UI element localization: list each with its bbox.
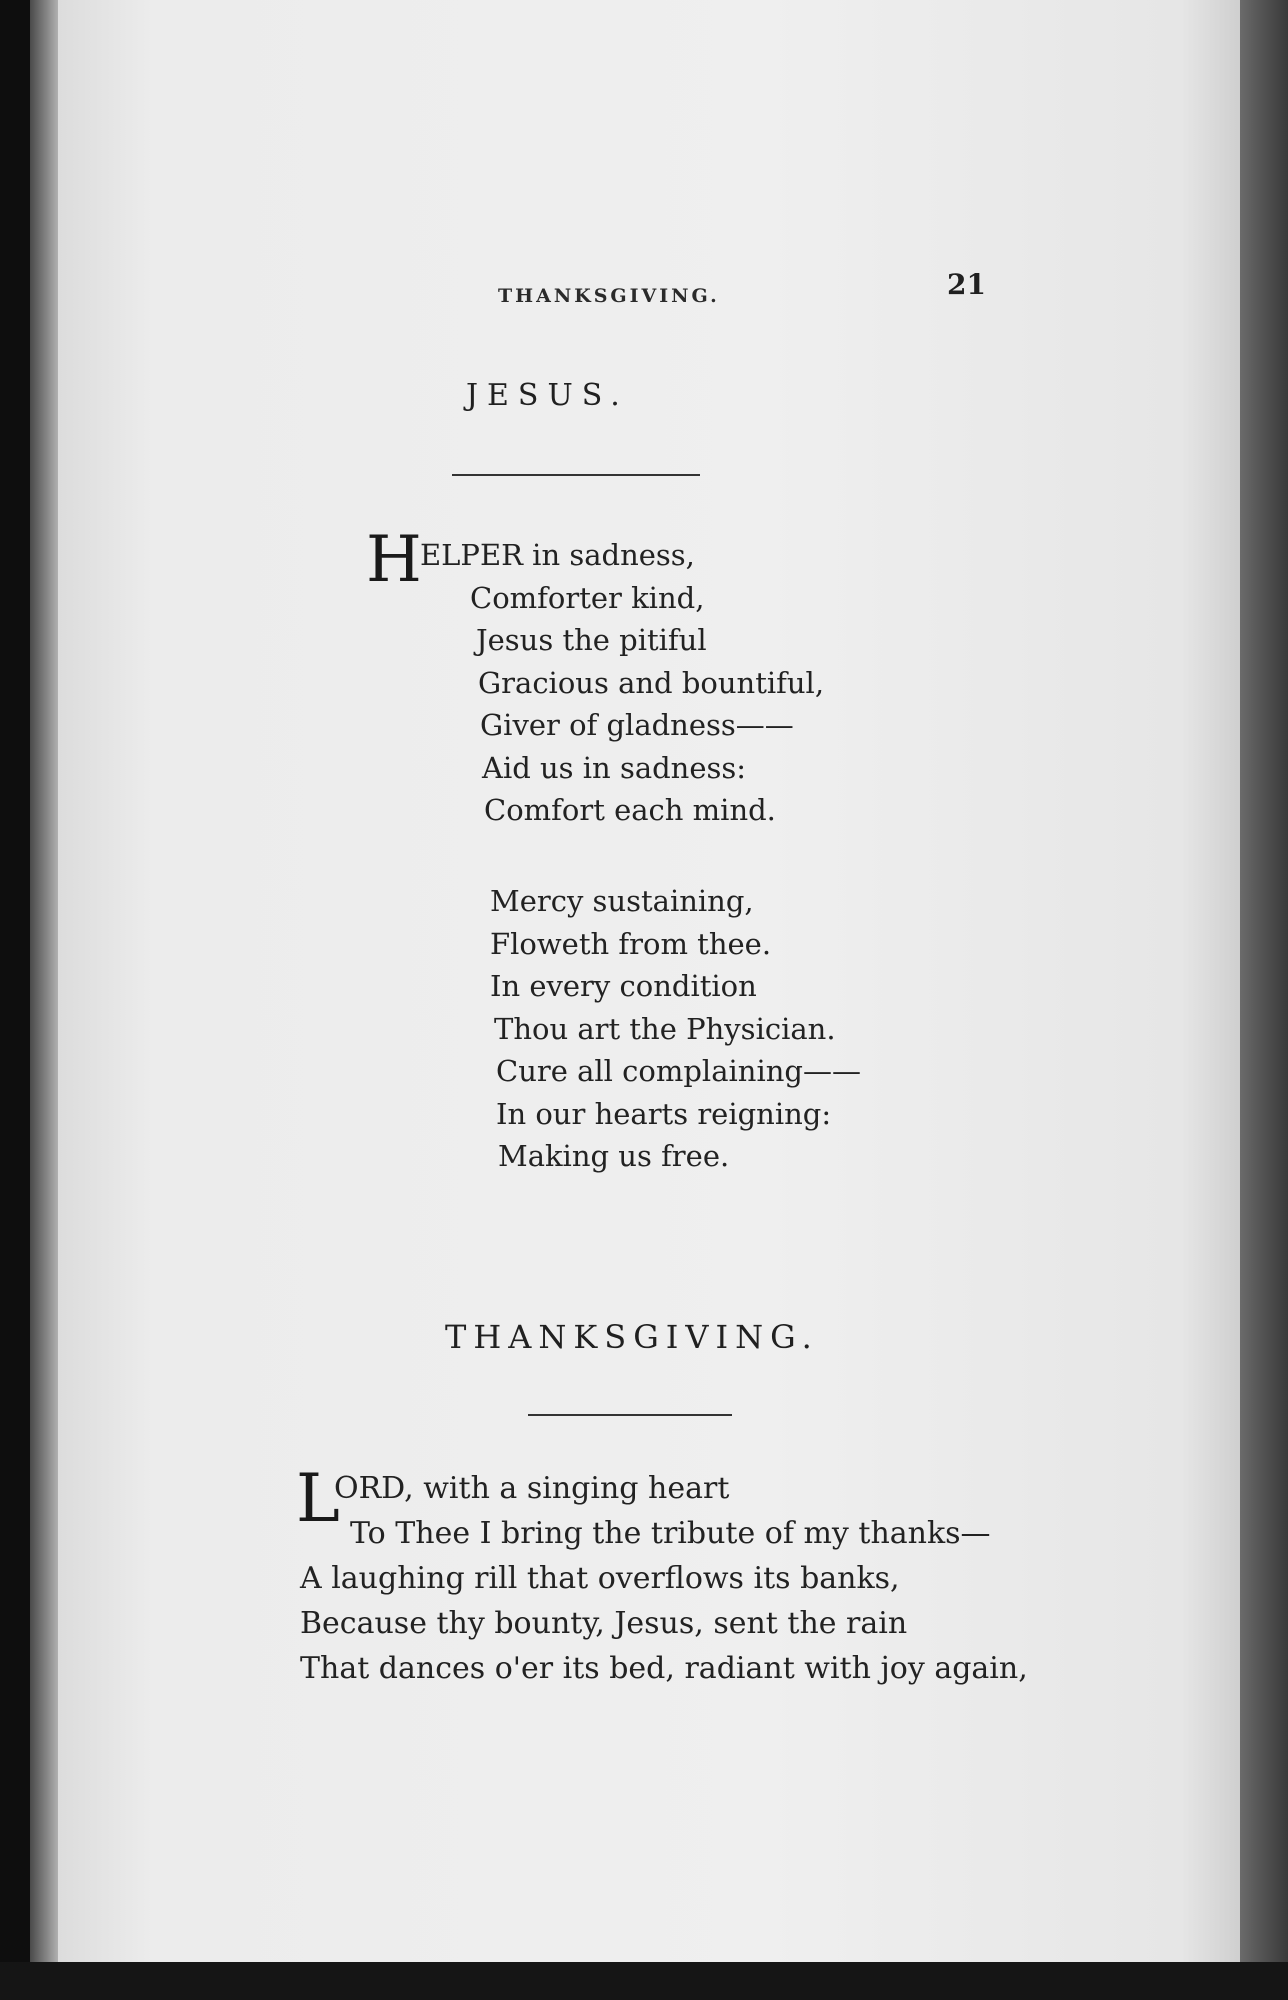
- poem-line: ELPER in sadness,: [420, 538, 695, 572]
- poem-line: Because thy bounty, Jesus, sent the rain: [300, 1606, 908, 1641]
- poem-line: Comfort each mind.: [484, 793, 776, 827]
- poem-line: Aid us in sadness:: [482, 750, 747, 785]
- title-rule: [528, 1414, 732, 1416]
- poem-line: Jesus the pitiful: [476, 623, 707, 657]
- title-rule: [452, 474, 700, 476]
- poem-line: Mercy sustaining,: [490, 884, 754, 918]
- scan-border: [0, 1962, 1288, 2000]
- poem-line: Floweth from thee.: [490, 926, 772, 961]
- poem-line: ORD, with a singing heart: [334, 1471, 730, 1506]
- drop-cap: L: [296, 1460, 340, 1537]
- poem-stanza: [300, 1466, 1028, 1691]
- poem-stanza: [490, 880, 861, 1178]
- poem-line: Cure all complaining——: [496, 1054, 861, 1088]
- drop-cap: H: [366, 523, 422, 597]
- poem-title-jesus: JESUS.: [466, 378, 629, 413]
- poem-line: A laughing rill that overflows its banks,: [300, 1561, 900, 1596]
- page-number: 21: [947, 268, 986, 301]
- poem-title-thanksgiving: THANKSGIVING.: [445, 1318, 819, 1356]
- poem-line: Thou art the Physician.: [494, 1011, 836, 1046]
- book-binding: [0, 0, 30, 2000]
- poem-line: Comforter kind,: [470, 580, 705, 615]
- poem-line: Giver of gladness——: [480, 708, 794, 742]
- poem-line: In every condition: [490, 969, 757, 1003]
- poem-stanza: [420, 534, 824, 832]
- running-head: THANKSGIVING.: [498, 285, 720, 307]
- page-fore-edge: [1240, 0, 1288, 2000]
- poem-line: Gracious and bountiful,: [478, 665, 825, 700]
- poem-line: To Thee I bring the tribute of my thanks—: [350, 1516, 991, 1551]
- page-gutter: [30, 0, 60, 2000]
- poem-line: Making us free.: [498, 1139, 730, 1173]
- poem-line: In our hearts reigning:: [496, 1096, 832, 1131]
- poem-line: That dances o'er its bed, radiant with joy again,: [300, 1651, 1028, 1686]
